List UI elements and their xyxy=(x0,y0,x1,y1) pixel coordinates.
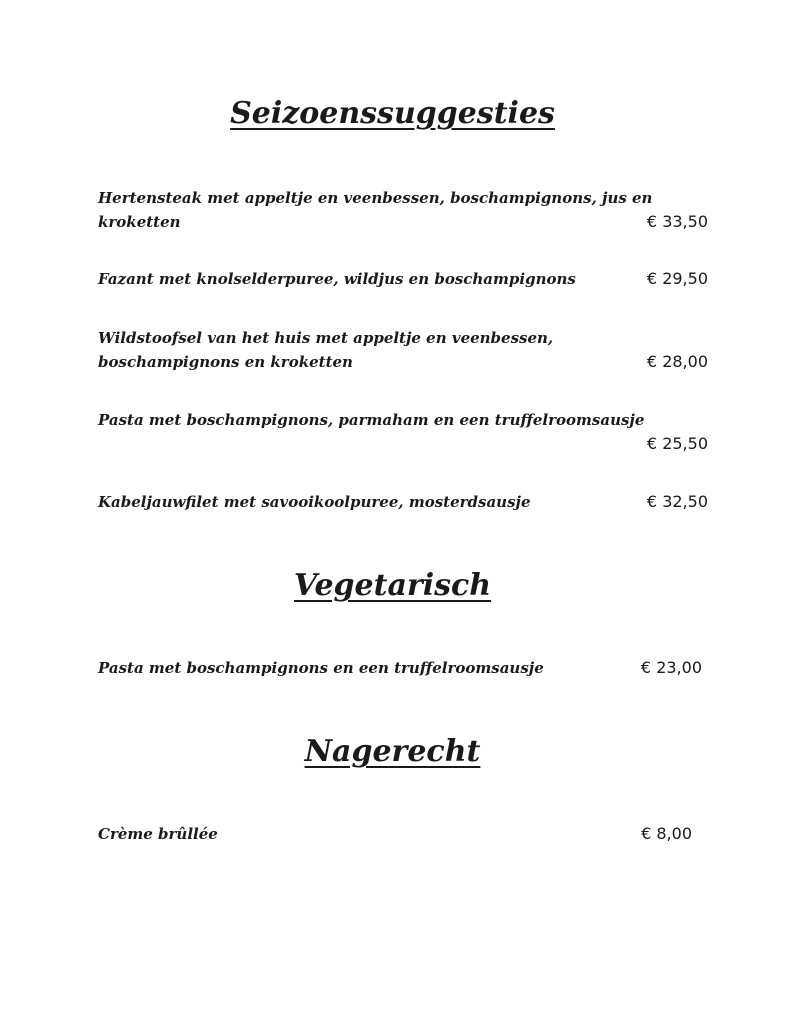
menu-item-name: Pasta met boschampignons en een truffelroomsausje xyxy=(98,659,544,677)
menu-item-name: Crème brûllée xyxy=(98,825,218,843)
menu-item-price: € 25,50 xyxy=(646,434,708,453)
menu-item-name: Kabeljauwfilet met savooikoolpuree, mosterdsausje xyxy=(98,493,531,511)
menu-item xyxy=(98,408,708,456)
menu-item-price: € 33,50 xyxy=(646,212,708,231)
menu-item xyxy=(98,267,708,291)
menu-item xyxy=(98,326,708,374)
menu-item xyxy=(98,490,708,514)
menu-item-price: € 8,00 xyxy=(641,824,692,843)
section-title-seizoenssuggesties: Seizoenssuggesties xyxy=(230,96,555,131)
menu-item-price: € 29,50 xyxy=(646,269,708,288)
section-title-vegetarisch: Vegetarisch xyxy=(293,568,492,603)
section-title-nagerecht: Nagerecht xyxy=(304,734,481,769)
menu-item-name: Fazant met knolselderpuree, wildjus en boschampignons xyxy=(98,270,576,288)
menu-item xyxy=(98,822,692,846)
menu-item xyxy=(98,186,708,234)
menu-item-name: Hertensteak met appeltje en veenbessen, boschampignons, jus en kroketten xyxy=(98,189,653,231)
menu-item xyxy=(98,656,702,680)
menu-item-name: Wildstoofsel van het huis met appeltje en veenbessen, boschampignons en kroketten xyxy=(98,329,554,371)
menu-item-price: € 28,00 xyxy=(646,352,708,371)
menu-item-price: € 23,00 xyxy=(640,658,702,677)
menu-item-name: Pasta met boschampignons, parmaham en een truffelroomsausje xyxy=(98,411,645,429)
menu-item-price: € 32,50 xyxy=(646,492,708,511)
